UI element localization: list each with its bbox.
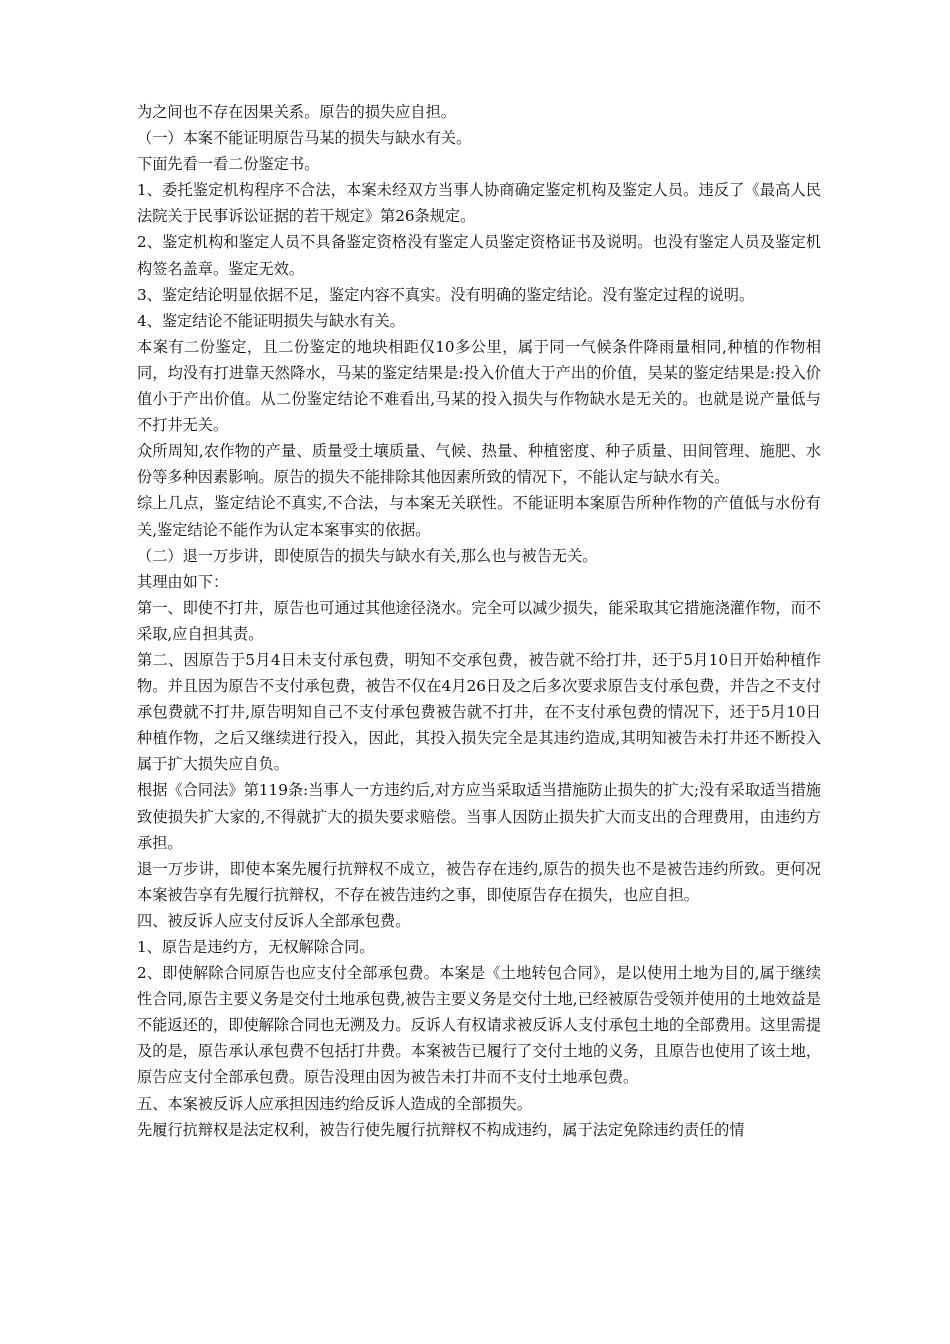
- paragraph-2: （一）本案不能证明原告马某的损失与缺水有关。: [137, 129, 472, 148]
- paragraph-11: （二）退一万步讲，即使原告的损失与缺水有关,那么也与被告无关。: [137, 546, 598, 565]
- paragraph-3: 下面先看一看二份鉴定书。: [137, 155, 320, 174]
- paragraph-15: 根据《合同法》第119条:当事人一方违约后,对方应当采取适当措施防止损失的扩大;没有采取适当措施致使损失扩大家的,不得就扩大的损失要求赔偿。当事人因防止损失扩大而支出的合理费用，由违约方承担。: [137, 781, 821, 852]
- paragraph-17: 四、被反诉人应支付反诉人全部承包费。: [137, 911, 411, 930]
- paragraph-1: 为之间也不存在因果关系。原告的损失应自担。: [137, 103, 456, 121]
- paragraph-21: 先履行抗辩权是法定权利，被告行使先履行抗辩权不构成违约，属于法定免除违约责任的情: [137, 1120, 745, 1139]
- paragraph-4: 1、委托鉴定机构程序不合法，本案未经双方当事人协商确定鉴定机构及鉴定人员。违反了《最高人民法院关于民事诉讼证据的若干规定》第26条规定。: [137, 181, 821, 226]
- paragraph-6: 3、鉴定结论明显依据不足，鉴定内容不真实。没有明确的鉴定结论。没有鉴定过程的说明。: [137, 285, 755, 304]
- document-body: [137, 99, 821, 1143]
- paragraph-20: 五、本案被反诉人应承担因违约给反诉人造成的全部损失。: [137, 1094, 532, 1113]
- paragraph-13: 第一、即使不打井，原告也可通过其他途径浇水。完全可以减少损失，能采取其它措施浇灌作物，而不采取,应自担其责。: [137, 598, 821, 643]
- paragraph-9: 众所周知,农作物的产量、质量受土壤质量、气候、热量、种植密度、种子质量、田间管理、施肥、水份等多种因素影响。原告的损失不能排除其他因素所致的情况下，不能认定与缺水有关。: [137, 442, 821, 487]
- paragraph-14: 第二、因原告于5月4日未支付承包费，明知不交承包费，被告就不给打井，还于5月10日开始种植作物。并且因为原告不支付承包费，被告不仅在4月26日及之后多次要求原告支付承包费，并告之不支付承包费就不打井,原告明知自己不支付承包费被告就不打井，在不支付承包费的情况下，还于5月10日种植作物，之后又继续进行投入，因此，其投入损失完全是其违约造成,其明知被告未打井还不断投入属于扩大损失应自负。: [137, 650, 821, 774]
- paragraph-19: 2、即使解除合同原告也应支付全部承包费。本案是《土地转包合同》，是以使用土地为目的,属于继续性合同,原告主要义务是交付土地承包费,被告主要义务是交付土地,已经被原告受领并使用的土地效益是不能返还的，即使解除合同也无溯及力。反诉人有权请求被反诉人支付承包土地的全部费用。这里需提及的是，原告承认承包费不包括打井费。本案被告已履行了交付土地的义务，且原告也使用了该土地，原告应支付全部承包费。原告没理由因为被告未打井而不支付土地承包费。: [137, 964, 821, 1087]
- paragraph-10: 综上几点，鉴定结论不真实,不合法，与本案无关联性。不能证明本案原告所种作物的产值低与水份有关,鉴定结论不能作为认定本案事实的依据。: [137, 494, 821, 539]
- paragraph-7: 4、鉴定结论不能证明损失与缺水有关。: [137, 311, 405, 330]
- paragraph-8: 本案有二份鉴定，且二份鉴定的地块相距仅10多公里，属于同一气候条件降雨量相同,种植的作物相同，均没有打进靠天然降水，马某的鉴定结果是:投入价值大于产出的价值，吴某的鉴定结果是:投入价值小于产出价值。从二份鉴定结论不难看出,马某的投入损失与作物缺水是无关的。也就是说产量低与不打井无关。: [137, 337, 821, 435]
- paragraph-16: 退一万步讲，即使本案先履行抗辩权不成立，被告存在违约,原告的损失也不是被告违约所致。更何况本案被告享有先履行抗辩权，不存在被告违约之事，即使原告存在损失，也应自担。: [137, 859, 821, 904]
- paragraph-12: 其理由如下：: [137, 572, 229, 591]
- paragraph-5: 2、鉴定机构和鉴定人员不具备鉴定资格没有鉴定人员鉴定资格证书及说明。也没有鉴定人员及鉴定机构签名盖章。鉴定无效。: [137, 233, 821, 278]
- paragraph-18: 1、原告是违约方，无权解除合同。: [137, 938, 375, 956]
